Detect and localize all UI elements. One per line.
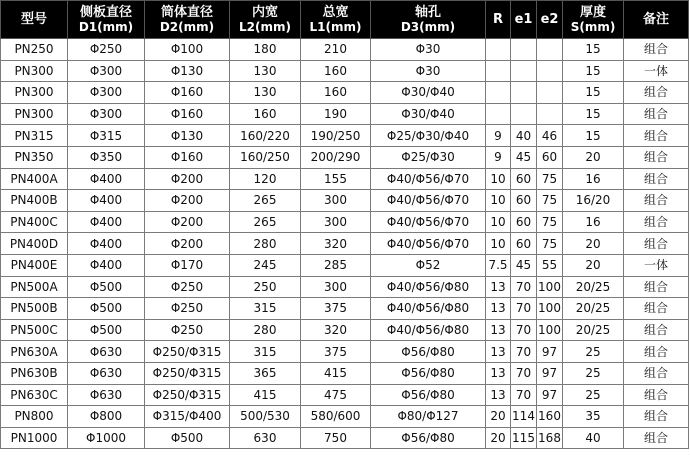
cell-d1: Φ315 — [68, 125, 145, 147]
table-body — [1, 39, 689, 449]
cell-l1: 320 — [301, 233, 371, 255]
cell-l2: 160/220 — [230, 125, 301, 147]
cell-e2: 168 — [537, 427, 563, 449]
cell-r: 13 — [486, 298, 511, 320]
cell-d2: Φ250 — [145, 298, 230, 320]
table-row — [1, 254, 689, 276]
cell-d2: Φ100 — [145, 39, 230, 61]
cell-e2 — [537, 82, 563, 104]
cell-r — [486, 60, 511, 82]
header-s — [563, 1, 624, 39]
cell-model: PN400D — [1, 233, 68, 255]
cell-l2: 120 — [230, 168, 301, 190]
cell-e2 — [537, 39, 563, 61]
cell-s: 20 — [563, 146, 624, 168]
cell-e1: 60 — [511, 211, 537, 233]
table-row — [1, 341, 689, 363]
cell-remark: 组合 — [624, 103, 689, 125]
header-r — [486, 1, 511, 39]
table-row — [1, 39, 689, 61]
header-d2-label: 筒体直径 — [160, 4, 213, 20]
cell-e2: 97 — [537, 384, 563, 406]
cell-d1: Φ1000 — [68, 427, 145, 449]
cell-s: 20 — [563, 254, 624, 276]
cell-model: PN630B — [1, 362, 68, 384]
cell-model: PN630C — [1, 384, 68, 406]
cell-r: 10 — [486, 190, 511, 212]
cell-l1: 210 — [301, 39, 371, 61]
cell-e1: 70 — [511, 384, 537, 406]
cell-l1: 190/250 — [301, 125, 371, 147]
cell-l2: 130 — [230, 82, 301, 104]
cell-d1: Φ400 — [68, 233, 145, 255]
cell-remark: 组合 — [624, 406, 689, 428]
cell-l1: 750 — [301, 427, 371, 449]
cell-remark: 组合 — [624, 319, 689, 341]
cell-d1: Φ400 — [68, 190, 145, 212]
cell-remark: 组合 — [624, 384, 689, 406]
cell-l2: 180 — [230, 39, 301, 61]
header-s-unit: S(mm) — [570, 19, 616, 34]
cell-s: 25 — [563, 341, 624, 363]
cell-d1: Φ500 — [68, 276, 145, 298]
cell-e1: 70 — [511, 298, 537, 320]
cell-e2: 97 — [537, 362, 563, 384]
header-d3-unit: D3(mm) — [400, 19, 456, 34]
cell-l1: 580/600 — [301, 406, 371, 428]
cell-e2: 97 — [537, 341, 563, 363]
cell-s: 16/20 — [563, 190, 624, 212]
header-remark — [624, 1, 689, 39]
header-l1 — [301, 1, 371, 39]
cell-d3: Φ56/Φ80 — [371, 427, 486, 449]
cell-d3: Φ56/Φ80 — [371, 384, 486, 406]
cell-e2: 55 — [537, 254, 563, 276]
cell-d2: Φ200 — [145, 211, 230, 233]
cell-s: 40 — [563, 427, 624, 449]
header-l2-label: 内宽 — [251, 4, 278, 20]
table-row — [1, 233, 689, 255]
cell-d3: Φ40/Φ56/Φ80 — [371, 319, 486, 341]
cell-model: PN300 — [1, 82, 68, 104]
cell-l1: 375 — [301, 298, 371, 320]
cell-d2: Φ200 — [145, 233, 230, 255]
cell-d1: Φ400 — [68, 211, 145, 233]
cell-s: 20 — [563, 233, 624, 255]
cell-d2: Φ130 — [145, 125, 230, 147]
header-s-label: 厚度 — [579, 4, 606, 20]
cell-l1: 200/290 — [301, 146, 371, 168]
header-d2-unit: D2(mm) — [159, 19, 215, 34]
cell-l2: 245 — [230, 254, 301, 276]
cell-l1: 160 — [301, 82, 371, 104]
cell-l1: 155 — [301, 168, 371, 190]
cell-model: PN300 — [1, 60, 68, 82]
cell-model: PN400E — [1, 254, 68, 276]
cell-model: PN315 — [1, 125, 68, 147]
cell-d1: Φ400 — [68, 254, 145, 276]
cell-l1: 415 — [301, 362, 371, 384]
cell-r — [486, 82, 511, 104]
cell-e2: 100 — [537, 276, 563, 298]
cell-s: 15 — [563, 39, 624, 61]
cell-d3: Φ80/Φ127 — [371, 406, 486, 428]
cell-remark: 组合 — [624, 190, 689, 212]
cell-e2: 75 — [537, 168, 563, 190]
cell-d2: Φ315/Φ400 — [145, 406, 230, 428]
cell-e1: 70 — [511, 362, 537, 384]
cell-r: 20 — [486, 406, 511, 428]
cell-model: PN400A — [1, 168, 68, 190]
cell-e2 — [537, 60, 563, 82]
cell-d3: Φ56/Φ80 — [371, 341, 486, 363]
table-row — [1, 125, 689, 147]
cell-d1: Φ300 — [68, 103, 145, 125]
cell-r: 13 — [486, 276, 511, 298]
cell-e2: 100 — [537, 319, 563, 341]
cell-model: PN800 — [1, 406, 68, 428]
cell-l1: 300 — [301, 211, 371, 233]
cell-s: 35 — [563, 406, 624, 428]
cell-d3: Φ25/Φ30/Φ40 — [371, 125, 486, 147]
cell-d2: Φ250 — [145, 319, 230, 341]
cell-model: PN400C — [1, 211, 68, 233]
cell-r: 13 — [486, 341, 511, 363]
cell-e1: 60 — [511, 190, 537, 212]
cell-s: 15 — [563, 125, 624, 147]
cell-model: PN300 — [1, 103, 68, 125]
cell-e1: 70 — [511, 341, 537, 363]
cell-remark: 组合 — [624, 233, 689, 255]
header-l2-unit: L2(mm) — [239, 19, 291, 34]
header-e1 — [511, 1, 537, 39]
cell-remark: 组合 — [624, 362, 689, 384]
cell-d3: Φ40/Φ56/Φ70 — [371, 190, 486, 212]
header-l1-unit: L1(mm) — [309, 19, 362, 34]
cell-l2: 280 — [230, 319, 301, 341]
header-e2-label: e2 — [540, 12, 559, 27]
cell-l1: 190 — [301, 103, 371, 125]
cell-e1: 114 — [511, 406, 537, 428]
table-row — [1, 384, 689, 406]
cell-r: 10 — [486, 233, 511, 255]
cell-s: 20/25 — [563, 276, 624, 298]
header-row — [1, 1, 689, 39]
header-e2 — [537, 1, 563, 39]
cell-e1: 60 — [511, 233, 537, 255]
header-d1-label: 侧板直径 — [79, 4, 132, 20]
cell-s: 25 — [563, 362, 624, 384]
cell-l2: 265 — [230, 190, 301, 212]
cell-remark: 组合 — [624, 39, 689, 61]
cell-d1: Φ300 — [68, 60, 145, 82]
cell-s: 15 — [563, 82, 624, 104]
cell-model: PN500A — [1, 276, 68, 298]
cell-d3: Φ30 — [371, 60, 486, 82]
cell-d2: Φ160 — [145, 82, 230, 104]
cell-e1 — [511, 39, 537, 61]
cell-d3: Φ40/Φ56/Φ70 — [371, 233, 486, 255]
cell-e1: 70 — [511, 319, 537, 341]
header-d3 — [371, 1, 486, 39]
table-row — [1, 82, 689, 104]
table-row — [1, 298, 689, 320]
cell-d2: Φ200 — [145, 190, 230, 212]
cell-e2: 100 — [537, 298, 563, 320]
cell-e1 — [511, 60, 537, 82]
cell-d3: Φ40/Φ56/Φ80 — [371, 276, 486, 298]
cell-l1: 320 — [301, 319, 371, 341]
cell-d1: Φ630 — [68, 341, 145, 363]
cell-s: 20/25 — [563, 298, 624, 320]
cell-e2: 75 — [537, 211, 563, 233]
cell-l2: 250 — [230, 276, 301, 298]
cell-model: PN350 — [1, 146, 68, 168]
cell-d1: Φ500 — [68, 319, 145, 341]
cell-e1: 40 — [511, 125, 537, 147]
cell-e2: 160 — [537, 406, 563, 428]
cell-d2: Φ130 — [145, 60, 230, 82]
cell-l2: 265 — [230, 211, 301, 233]
table-row — [1, 103, 689, 125]
cell-l2: 160/250 — [230, 146, 301, 168]
cell-d3: Φ30 — [371, 39, 486, 61]
cell-e1 — [511, 82, 537, 104]
cell-l2: 280 — [230, 233, 301, 255]
cell-remark: 组合 — [624, 341, 689, 363]
cell-remark: 组合 — [624, 168, 689, 190]
cell-d2: Φ200 — [145, 168, 230, 190]
cell-r: 20 — [486, 427, 511, 449]
header-d1-unit: D1(mm) — [78, 19, 134, 34]
cell-remark: 组合 — [624, 146, 689, 168]
cell-d2: Φ160 — [145, 146, 230, 168]
cell-l2: 315 — [230, 298, 301, 320]
cell-s: 16 — [563, 211, 624, 233]
cell-r: 13 — [486, 362, 511, 384]
cell-s: 16 — [563, 168, 624, 190]
cell-d3: Φ40/Φ56/Φ80 — [371, 298, 486, 320]
table-row — [1, 276, 689, 298]
table-row — [1, 406, 689, 428]
cell-d1: Φ350 — [68, 146, 145, 168]
header-model-label: 型号 — [20, 12, 47, 27]
header-d2 — [145, 1, 230, 39]
cell-l2: 315 — [230, 341, 301, 363]
header-model — [1, 1, 68, 39]
cell-l2: 130 — [230, 60, 301, 82]
cell-l1: 300 — [301, 190, 371, 212]
header-e1-label: e1 — [514, 12, 533, 27]
header-r-label: R — [492, 12, 503, 27]
cell-d1: Φ400 — [68, 168, 145, 190]
cell-d2: Φ170 — [145, 254, 230, 276]
cell-d1: Φ630 — [68, 384, 145, 406]
cell-remark: 一体 — [624, 254, 689, 276]
table-row — [1, 168, 689, 190]
header-l2 — [230, 1, 301, 39]
cell-model: PN630A — [1, 341, 68, 363]
cell-d1: Φ300 — [68, 82, 145, 104]
cell-r: 13 — [486, 384, 511, 406]
cell-r: 7.5 — [486, 254, 511, 276]
cell-remark: 组合 — [624, 82, 689, 104]
cell-d3: Φ40/Φ56/Φ70 — [371, 168, 486, 190]
cell-r: 13 — [486, 319, 511, 341]
cell-e1: 115 — [511, 427, 537, 449]
cell-s: 15 — [563, 60, 624, 82]
cell-model: PN500C — [1, 319, 68, 341]
cell-r — [486, 39, 511, 61]
table-row — [1, 60, 689, 82]
cell-e2 — [537, 103, 563, 125]
cell-e2: 75 — [537, 233, 563, 255]
header-l1-label: 总宽 — [322, 4, 349, 20]
cell-r: 9 — [486, 146, 511, 168]
table-row — [1, 190, 689, 212]
cell-model: PN1000 — [1, 427, 68, 449]
header-d1 — [68, 1, 145, 39]
cell-model: PN400B — [1, 190, 68, 212]
cell-d1: Φ630 — [68, 362, 145, 384]
table-row — [1, 427, 689, 449]
cell-s: 20/25 — [563, 319, 624, 341]
cell-remark: 组合 — [624, 298, 689, 320]
cell-r — [486, 103, 511, 125]
cell-d2: Φ250 — [145, 276, 230, 298]
table-header — [1, 1, 689, 39]
cell-e1: 45 — [511, 146, 537, 168]
cell-d2: Φ500 — [145, 427, 230, 449]
cell-d2: Φ250/Φ315 — [145, 341, 230, 363]
cell-l2: 160 — [230, 103, 301, 125]
cell-l1: 375 — [301, 341, 371, 363]
cell-d1: Φ500 — [68, 298, 145, 320]
table-row — [1, 211, 689, 233]
table-row — [1, 146, 689, 168]
cell-l1: 160 — [301, 60, 371, 82]
cell-d2: Φ160 — [145, 103, 230, 125]
header-d3-label: 轴孔 — [414, 4, 441, 20]
cell-e1: 45 — [511, 254, 537, 276]
cell-l2: 365 — [230, 362, 301, 384]
cell-l2: 500/530 — [230, 406, 301, 428]
cell-model: PN500B — [1, 298, 68, 320]
cell-remark: 一体 — [624, 60, 689, 82]
cell-d3: Φ30/Φ40 — [371, 103, 486, 125]
cell-d1: Φ800 — [68, 406, 145, 428]
cell-d2: Φ250/Φ315 — [145, 362, 230, 384]
cell-e2: 46 — [537, 125, 563, 147]
cell-s: 15 — [563, 103, 624, 125]
cell-remark: 组合 — [624, 427, 689, 449]
cell-s: 25 — [563, 384, 624, 406]
cell-d3: Φ52 — [371, 254, 486, 276]
cell-l2: 415 — [230, 384, 301, 406]
cell-r: 9 — [486, 125, 511, 147]
cell-e1: 70 — [511, 276, 537, 298]
cell-d1: Φ250 — [68, 39, 145, 61]
table-row — [1, 362, 689, 384]
cell-e2: 60 — [537, 146, 563, 168]
cell-remark: 组合 — [624, 276, 689, 298]
cell-remark: 组合 — [624, 211, 689, 233]
cell-r: 10 — [486, 211, 511, 233]
cell-l1: 300 — [301, 276, 371, 298]
cell-d3: Φ25/Φ30 — [371, 146, 486, 168]
cell-d2: Φ250/Φ315 — [145, 384, 230, 406]
cell-l1: 475 — [301, 384, 371, 406]
cell-d3: Φ56/Φ80 — [371, 362, 486, 384]
cell-remark: 组合 — [624, 125, 689, 147]
table-row — [1, 319, 689, 341]
cell-e2: 75 — [537, 190, 563, 212]
cell-model: PN250 — [1, 39, 68, 61]
cell-d3: Φ40/Φ56/Φ70 — [371, 211, 486, 233]
cell-d3: Φ30/Φ40 — [371, 82, 486, 104]
cell-l1: 285 — [301, 254, 371, 276]
header-remark-label: 备注 — [642, 12, 669, 27]
cell-l2: 630 — [230, 427, 301, 449]
cell-r: 10 — [486, 168, 511, 190]
cell-e1 — [511, 103, 537, 125]
cell-e1: 60 — [511, 168, 537, 190]
